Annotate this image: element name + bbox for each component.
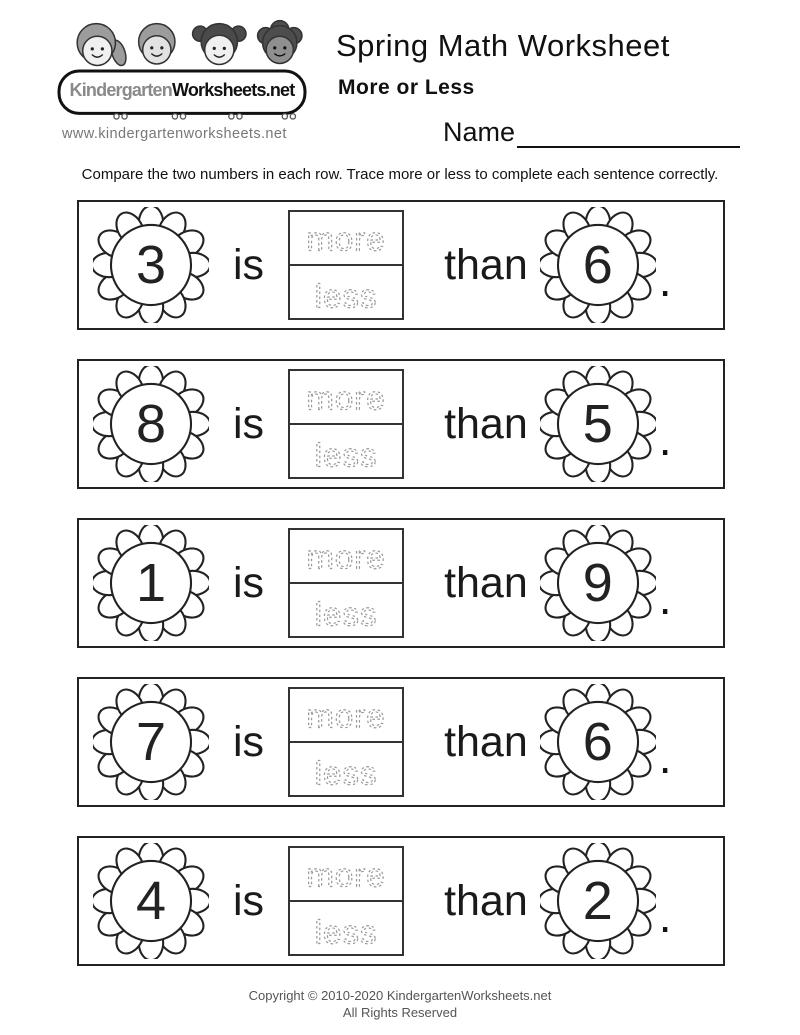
sentence-period: .	[658, 890, 672, 942]
rights-line: All Rights Reserved	[342, 1005, 458, 1020]
logo-wordmark	[60, 71, 304, 109]
instructions-text: Compare the two numbers in each row. Trace more or less to complete each sentence correctly.	[81, 166, 719, 183]
worksheet-subtitle: More or Less	[338, 76, 475, 99]
word-than: than	[444, 558, 528, 607]
sentence-period: .	[658, 254, 672, 306]
sentence-period: .	[658, 572, 672, 624]
trace-less-cell[interactable]	[290, 743, 402, 795]
trace-more-cell[interactable]	[290, 848, 402, 902]
trace-less-cell[interactable]	[290, 425, 402, 477]
site-logo	[56, 14, 308, 124]
logo-text-worksheets-net: Worksheets.net	[171, 79, 295, 100]
worksheet-title: Spring Math Worksheet	[336, 28, 670, 63]
left-flower	[93, 684, 209, 800]
left-number: 4	[135, 871, 167, 931]
right-number: 6	[582, 712, 613, 772]
trace-word-less[interactable]: less	[314, 913, 378, 951]
sentence-period: .	[658, 413, 672, 465]
trace-word-more[interactable]: more	[306, 538, 386, 576]
right-flower	[540, 366, 656, 482]
word-is: is	[233, 876, 265, 925]
left-flower	[93, 366, 209, 482]
sentence-row-4	[77, 677, 725, 807]
sentence-row-5	[77, 836, 725, 966]
trace-word-more[interactable]: more	[306, 220, 386, 258]
trace-more-cell[interactable]	[290, 212, 402, 266]
trace-less-cell[interactable]	[290, 902, 402, 954]
left-number: 8	[135, 394, 167, 454]
sentence-row-1	[77, 200, 725, 330]
trace-word-more[interactable]: more	[306, 697, 386, 735]
word-than: than	[444, 717, 528, 766]
trace-word-less[interactable]: less	[314, 595, 378, 633]
copyright-line: Copyright © 2010-2020 KindergartenWorksheets.net	[248, 988, 552, 1003]
footer	[0, 987, 800, 1021]
sentence-row-3	[77, 518, 725, 648]
left-flower	[93, 843, 209, 959]
right-flower	[540, 684, 656, 800]
left-number: 3	[135, 235, 167, 295]
left-number: 7	[135, 712, 167, 772]
trace-word-less[interactable]: less	[314, 754, 378, 792]
name-label: Name	[443, 117, 516, 147]
trace-box[interactable]	[288, 210, 404, 320]
trace-box[interactable]	[288, 369, 404, 479]
name-field-row	[443, 116, 740, 148]
right-flower	[540, 843, 656, 959]
word-is: is	[233, 399, 265, 448]
left-flower	[93, 207, 209, 323]
trace-word-more[interactable]: more	[306, 379, 386, 417]
trace-less-cell[interactable]	[290, 266, 402, 318]
trace-more-cell[interactable]	[290, 371, 402, 425]
right-number: 2	[582, 871, 613, 931]
word-is: is	[233, 558, 265, 607]
right-number: 5	[582, 394, 613, 454]
name-input-line[interactable]	[517, 116, 740, 148]
trace-more-cell[interactable]	[290, 689, 402, 743]
trace-box[interactable]	[288, 687, 404, 797]
word-than: than	[444, 876, 528, 925]
left-number: 1	[135, 553, 167, 613]
trace-box[interactable]	[288, 528, 404, 638]
word-is: is	[233, 717, 265, 766]
sentence-period: .	[658, 731, 672, 783]
word-than: than	[444, 399, 528, 448]
trace-box[interactable]	[288, 846, 404, 956]
right-flower	[540, 207, 656, 323]
right-number: 9	[582, 553, 613, 613]
trace-word-less[interactable]: less	[314, 277, 378, 315]
word-is: is	[233, 240, 265, 289]
trace-less-cell[interactable]	[290, 584, 402, 636]
left-flower	[93, 525, 209, 641]
website-url: www.kindergartenworksheets.net	[62, 126, 287, 142]
right-number: 6	[582, 235, 613, 295]
trace-more-cell[interactable]	[290, 530, 402, 584]
right-flower	[540, 525, 656, 641]
sentence-rows	[77, 200, 725, 995]
trace-word-more[interactable]: more	[306, 856, 386, 894]
trace-word-less[interactable]: less	[314, 436, 378, 474]
word-than: than	[444, 240, 528, 289]
sentence-row-2	[77, 359, 725, 489]
logo-text-kindergarten: Kindergarten	[69, 79, 172, 100]
